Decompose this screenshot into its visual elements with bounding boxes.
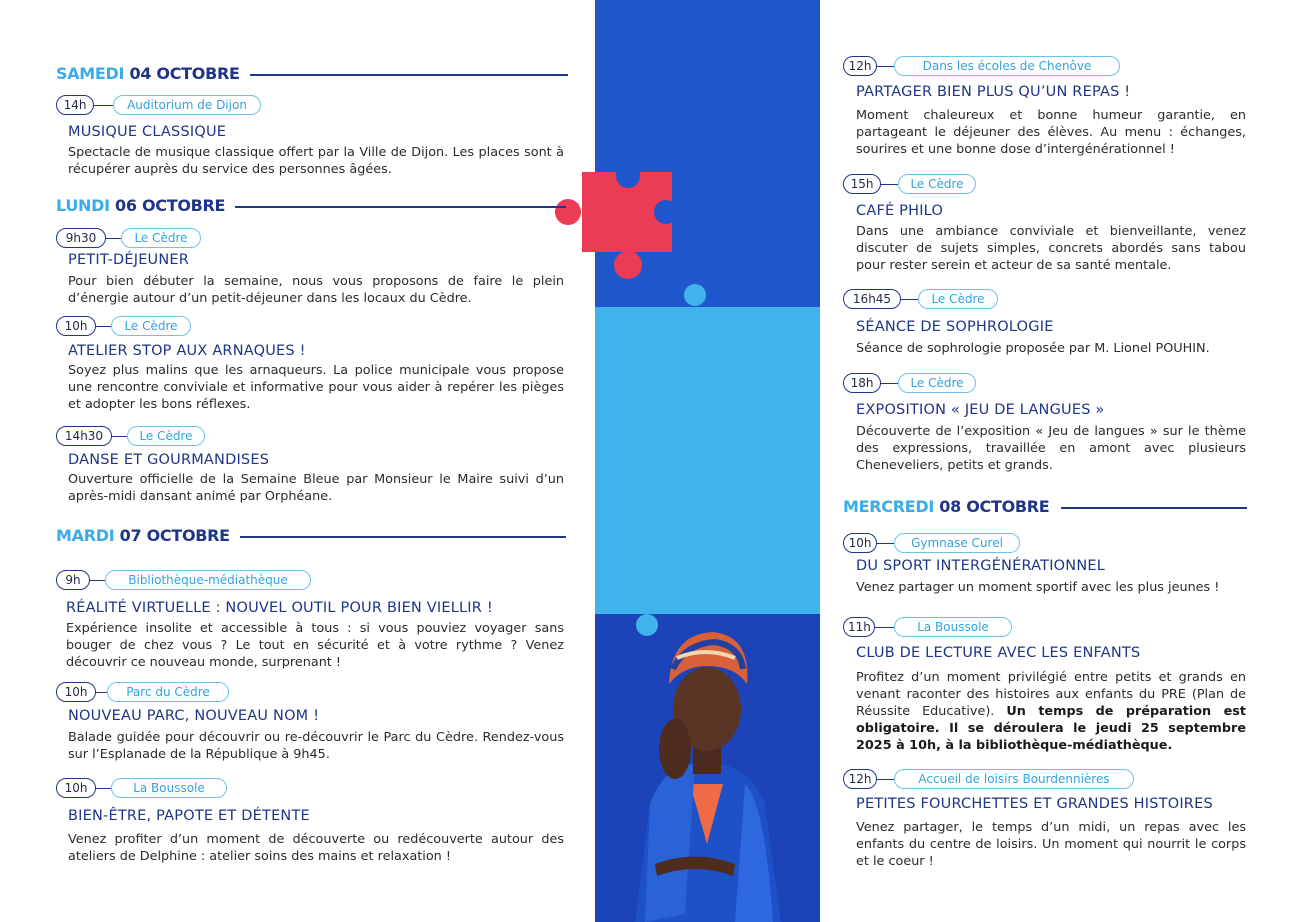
- event-description: Spectacle de musique classique offert par la Ville de Dijon. Les places sont à récupérer auprès du service des personnes âgées.: [68, 145, 564, 177]
- event-danse-gourmandises: [56, 426, 566, 511]
- event-title: CAFÉ PHILO: [856, 203, 944, 219]
- event-time: 18h: [843, 373, 881, 393]
- event-location: Accueil de loisirs Bourdennières: [894, 769, 1134, 789]
- event-petit-dejeuner: [56, 228, 566, 308]
- event-time: 9h30: [56, 228, 106, 248]
- day-header-mercredi: [843, 497, 1247, 517]
- day-header-mardi: [56, 526, 566, 546]
- event-time: 12h: [843, 769, 877, 789]
- day-weekday: MARDI: [56, 526, 115, 545]
- day-weekday: SAMEDI: [56, 64, 125, 83]
- event-title: BIEN-ÊTRE, PAPOTE ET DÉTENTE: [68, 808, 310, 824]
- event-location: Le Cèdre: [918, 289, 998, 309]
- event-location: La Boussole: [111, 778, 227, 798]
- event-location: Parc du Cèdre: [107, 682, 229, 702]
- event-time: 9h: [56, 570, 90, 590]
- event-sport-intergenerationnel: [843, 533, 1247, 603]
- event-musique-classique: [56, 95, 566, 185]
- event-location: La Boussole: [894, 617, 1012, 637]
- event-description: Venez partager un moment sportif avec les plus jeunes !: [856, 580, 1220, 595]
- event-title: DANSE ET GOURMANDISES: [68, 452, 270, 468]
- event-title: ATELIER STOP AUX ARNAQUES !: [68, 343, 306, 359]
- event-description: Dans une ambiance conviviale et bienveillante, venez discuter de sujets simples, concrets abordés sans tabou pour rester serein et acteur de sa santé mentale.: [856, 224, 1246, 273]
- event-description: Séance de sophrologie proposée par M. Lionel POUHIN.: [856, 341, 1210, 356]
- portrait-photo: [595, 614, 820, 922]
- event-location: Le Cèdre: [111, 316, 191, 336]
- event-partager-repas: [843, 56, 1247, 166]
- event-location: Auditorium de Dijon: [113, 95, 261, 115]
- event-title: PETIT-DÉJEUNER: [68, 252, 190, 268]
- day-date: 08 OCTOBRE: [939, 497, 1050, 516]
- event-sophrologie: [843, 289, 1247, 359]
- event-description: Venez profiter d’un moment de découverte ou redécouverte autour des ateliers de Delphine : atelier soins des mains et relaxation !: [68, 832, 564, 864]
- event-time: 14h: [56, 95, 94, 115]
- event-location: Gymnase Curel: [894, 533, 1020, 553]
- event-description: [856, 669, 1246, 754]
- event-realite-virtuelle: [56, 570, 566, 675]
- event-club-lecture: [843, 617, 1247, 762]
- event-location: Le Cèdre: [898, 373, 976, 393]
- day-header-lundi: [56, 196, 566, 216]
- day-header-samedi: [56, 64, 566, 84]
- event-time: 14h30: [56, 426, 112, 446]
- event-time: 10h: [56, 316, 96, 336]
- event-petites-fourchettes: [843, 769, 1247, 879]
- event-time: 11h: [843, 617, 875, 637]
- event-title: SÉANCE DE SOPHROLOGIE: [856, 319, 1054, 335]
- event-time: 10h: [843, 533, 877, 553]
- event-description: Soyez plus malins que les arnaqueurs. La police municipale vous propose une rencontre conviviale et informative pour vous aider à repérer les pièges et adopter les bons réflexes.: [68, 363, 564, 412]
- woman-portrait-illustration: [595, 614, 820, 922]
- event-time: 10h: [56, 778, 96, 798]
- event-title: CLUB DE LECTURE AVEC LES ENFANTS: [856, 645, 1141, 661]
- event-location: Le Cèdre: [898, 174, 976, 194]
- event-description: Expérience insolite et accessible à tous : si vous pouviez voyager sans bouger de chez vous ? Le tout en sécurité et à votre rythme ? Venez découvrir ce nouveau monde, surprenant !: [66, 621, 564, 670]
- day-date: 06 OCTOBRE: [115, 196, 226, 215]
- event-location: Dans les écoles de Chenôve: [894, 56, 1120, 76]
- day-weekday: LUNDI: [56, 196, 110, 215]
- puzzle-knob-light-bottom: [636, 614, 658, 636]
- event-cafe-philo: [843, 174, 1247, 284]
- event-description-note: Un temps de préparation est obligatoire. Il se déroulera le jeudi 25 septembre 2025 à 10h, à la bibliothèque-médiathèque.: [856, 704, 1246, 753]
- event-title: DU SPORT INTERGÉNÉRATIONNEL: [856, 558, 1106, 574]
- puzzle-piece-icon: [554, 170, 674, 282]
- day-weekday: MERCREDI: [843, 497, 934, 516]
- day-date: 04 OCTOBRE: [129, 64, 240, 83]
- event-description: Balade guidée pour découvrir ou re-découvrir le Parc du Cèdre. Rendez-vous sur l’Esplanade de la République à 9h45.: [68, 730, 564, 762]
- event-description-text: Profitez d’un moment privilégié entre petits et grands en venant raconter des histoires aux enfants du PRE (Plan de Réussite Educative).: [856, 670, 1246, 719]
- event-description: Découverte de l’exposition « Jeu de langues » sur le thème des expressions, travaillée en amont avec plusieurs Cheneveliers, petits et grands.: [856, 424, 1246, 473]
- event-title: MUSIQUE CLASSIQUE: [68, 124, 227, 140]
- event-description: Pour bien débuter la semaine, nous vous proposons de faire le plein d’énergie autour d’un petit-déjeuner dans les locaux du Cèdre.: [68, 274, 564, 306]
- decor-band-middle: [595, 307, 820, 614]
- event-stop-arnaques: [56, 316, 566, 416]
- event-title: EXPOSITION « JEU DE LANGUES »: [856, 402, 1105, 418]
- event-time: 12h: [843, 56, 877, 76]
- puzzle-knob-light: [684, 284, 706, 306]
- event-title: RÉALITÉ VIRTUELLE : NOUVEL OUTIL POUR BIEN VIELLIR !: [66, 600, 493, 616]
- event-location: Le Cèdre: [127, 426, 205, 446]
- event-location: Bibliothèque-médiathèque: [105, 570, 311, 590]
- event-description: Ouverture officielle de la Semaine Bleue par Monsieur le Maire suivi d’un après-midi dansant animé par Orphéane.: [68, 472, 564, 504]
- day-date: 07 OCTOBRE: [119, 526, 230, 545]
- event-title: PARTAGER BIEN PLUS QU’UN REPAS !: [856, 84, 1131, 100]
- event-title: NOUVEAU PARC, NOUVEAU NOM !: [68, 708, 320, 724]
- event-description: Moment chaleureux et bonne humeur garantie, en partageant le déjeuner des élèves. Au menu : échanges, sourires et une bonne dose d’intergénérationnel !: [856, 108, 1246, 157]
- event-location: Le Cèdre: [121, 228, 201, 248]
- event-description: Venez partager, le temps d’un midi, un repas avec les enfants du centre de loisirs. Un moment qui nourrit le corps et le coeur !: [856, 820, 1246, 869]
- event-bien-etre: [56, 778, 566, 873]
- event-time: 10h: [56, 682, 96, 702]
- event-nouveau-parc: [56, 682, 566, 767]
- event-time: 15h: [843, 174, 881, 194]
- event-exposition: [843, 373, 1247, 483]
- event-title: PETITES FOURCHETTES ET GRANDES HISTOIRES: [856, 796, 1213, 812]
- event-time: 16h45: [843, 289, 901, 309]
